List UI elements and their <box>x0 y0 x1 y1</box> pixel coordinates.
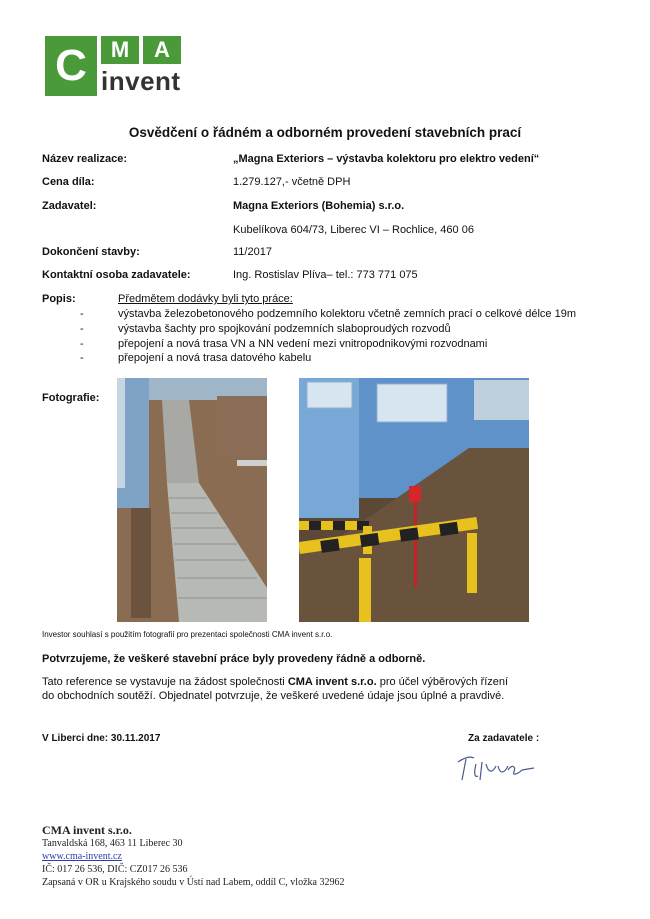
popis-item: výstavba železobetonového podzemního kolektoru včetně zemních prací o celkové délce 19m <box>118 308 576 320</box>
bullet-dash: - <box>80 352 84 364</box>
reference-text: Tato reference se vystavuje na žádost společnosti <box>42 676 288 688</box>
bullet-dash: - <box>80 323 84 335</box>
footer-register: Zapsaná v OR u Krajského soudu v Ústí nad Labem, oddíl C, vložka 32962 <box>42 877 345 888</box>
label-kontakt: Kontaktní osoba zadavatele: <box>42 269 191 281</box>
company-name-bold: CMA invent s.r.o. <box>287 676 377 688</box>
footer-address: Tanvaldská 168, 463 11 Liberec 30 <box>42 838 183 849</box>
bullet-dash: - <box>80 338 84 350</box>
value-nazev: „Magna Exteriors – výstavba kolektoru pro elektro vedení“ <box>233 153 540 165</box>
za-zadavatele-label: Za zadavatele : <box>468 733 540 744</box>
value-dokonceni: 11/2017 <box>233 246 272 258</box>
popis-heading: Předmětem dodávky byli tyto práce: <box>118 293 293 305</box>
logo-letter-c: C <box>45 36 97 96</box>
label-nazev: Název realizace: <box>42 153 127 165</box>
label-popis: Popis: <box>42 293 76 305</box>
label-dokonceni: Dokončení stavby: <box>42 246 140 258</box>
value-zadavatel: Magna Exteriors (Bohemia) s.r.o. <box>233 200 405 212</box>
logo-letter-a: A <box>143 36 181 64</box>
reference-paragraph-line1 <box>42 676 508 688</box>
logo-wordmark: invent <box>101 66 181 96</box>
label-zadavatel: Zadavatel: <box>42 200 97 212</box>
popis-item: přepojení a nová trasa VN a NN vedení mezi vnitropodnikovými rozvodnami <box>118 338 488 350</box>
confirmation-statement: Potvrzujeme, že veškeré stavební práce byly provedeny řádně a odborně. <box>42 653 426 665</box>
bullet-dash: - <box>80 308 84 320</box>
popis-item: výstavba šachty pro spojkování podzemních slaboproudých rozvodů <box>118 323 451 335</box>
company-logo <box>45 36 181 98</box>
label-cena: Cena díla: <box>42 176 95 188</box>
photo-consent-note: Investor souhlasí s použitím fotografií pro prezentaci společnosti CMA invent s.r.o. <box>42 630 333 639</box>
reference-text: pro účel výběrových řízení <box>376 676 509 688</box>
value-zadavatel-address: Kubelíkova 604/73, Liberec VI – Rochlice, 460 06 <box>233 224 474 236</box>
document-title: Osvědčení o řádném a odborném provedení stavebních prací <box>128 125 522 140</box>
photo-yellow-barriers <box>299 378 529 622</box>
reference-paragraph-line2: do obchodních soutěží. Objednatel potvrzuje, že veškeré uvedené údaje jsou úplné a pravdivé. <box>42 690 505 702</box>
issue-date: V Liberci dne: 30.11.2017 <box>42 733 161 744</box>
logo-letter-m: M <box>101 36 139 64</box>
footer-ids: IČ: 017 26 536, DIČ: CZ017 26 536 <box>42 864 188 875</box>
label-fotografie: Fotografie: <box>42 392 100 404</box>
value-cena: 1.279.127,- včetně DPH <box>233 176 351 188</box>
photo-concrete-walkway <box>117 378 267 622</box>
footer-company-name: CMA invent s.r.o. <box>42 823 132 837</box>
footer-website-link[interactable]: www.cma-invent.cz <box>42 851 122 862</box>
popis-item: přepojení a nová trasa datového kabelu <box>118 352 312 364</box>
handwritten-signature <box>452 750 542 785</box>
value-kontakt: Ing. Rostislav Plíva– tel.: 773 771 075 <box>233 269 418 281</box>
